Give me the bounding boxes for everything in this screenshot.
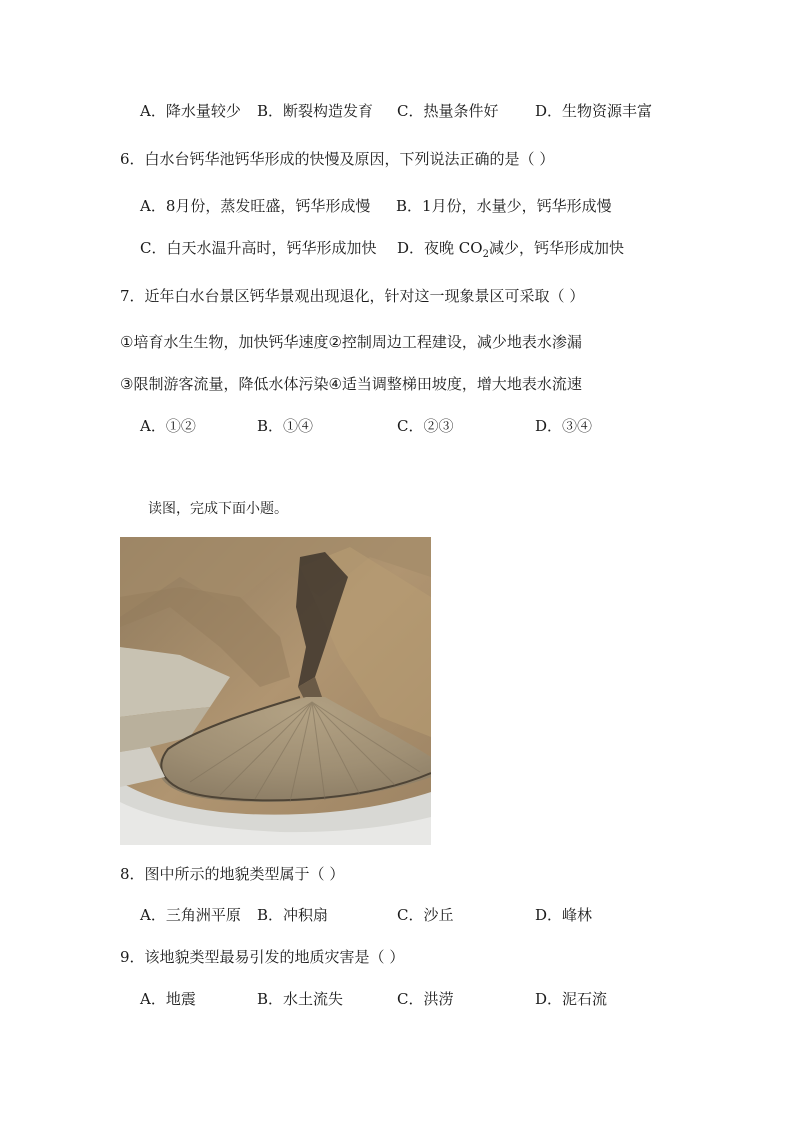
q8-option-b: B．冲积扇 [257,906,329,924]
q9-option-a: A．地震 [140,990,196,1008]
q7-option-b: B．①④ [257,417,314,435]
figure-intro: 读图，完成下面小题。 [148,501,288,517]
q7-option-a: A．①② [140,417,196,435]
q9-option-c: C．洪涝 [397,990,454,1008]
q7-item-2: 控制周边工程建设，减少地表水渗漏 [341,333,582,351]
circled-3: ③ [120,375,134,393]
q8-option-d: D．峰林 [535,906,593,924]
circled-1: ① [120,333,134,351]
q9-stem: 9．该地貌类型最易引发的地质灾害是（ ） [120,948,405,966]
q6-option-b: B．1月份，水量少，钙华形成慢 [396,197,612,215]
q6-option-c: C．白天水温升高时，钙华形成加快 [140,239,377,257]
q6-option-d [397,238,624,265]
q6-option-d-subscript: 2 [482,249,489,260]
q5-option-b: B．断裂构造发育 [257,102,374,120]
q6-option-d-rest: 减少，钙华形成加快 [488,239,624,257]
circled-2: ② [328,333,342,351]
q7-item-1: 培育水生生物，加快钙华速度 [133,333,329,351]
circled-4: ④ [328,375,342,393]
q8-stem: 8．图中所示的地貌类型属于（ ） [120,865,345,883]
q7-option-d: D．③④ [535,417,593,435]
q5-option-a: A．降水量较少 [140,102,241,120]
q9-option-d: D．泥石流 [535,990,608,1008]
q6-option-a: A．8月份，蒸发旺盛，钙华形成慢 [140,197,371,215]
q6-option-d-text: D．夜晚 CO [397,239,483,257]
q8-option-a: A．三角洲平原 [140,906,241,924]
alluvial-fan-photo [120,537,431,845]
q7-stem: 7．近年白水台景区钙华景观出现退化，针对这一现象景区可采取（ ） [120,287,585,305]
q7-items-row-1 [120,332,582,352]
q7-item-4: 适当调整梯田坡度，增大地表水流速 [341,375,582,393]
q8-option-c: C．沙丘 [397,906,454,924]
q6-stem: 6．白水台钙华池钙华形成的快慢及原因，下列说法正确的是（ ） [120,150,555,168]
q5-option-d: D．生物资源丰富 [535,102,653,120]
q5-option-c: C．热量条件好 [397,102,499,120]
q9-option-b: B．水土流失 [257,990,344,1008]
q7-option-c: C．②③ [397,417,454,435]
q7-item-3: 限制游客流量，降低水体污染 [133,375,329,393]
q7-items-row-2 [120,374,582,394]
